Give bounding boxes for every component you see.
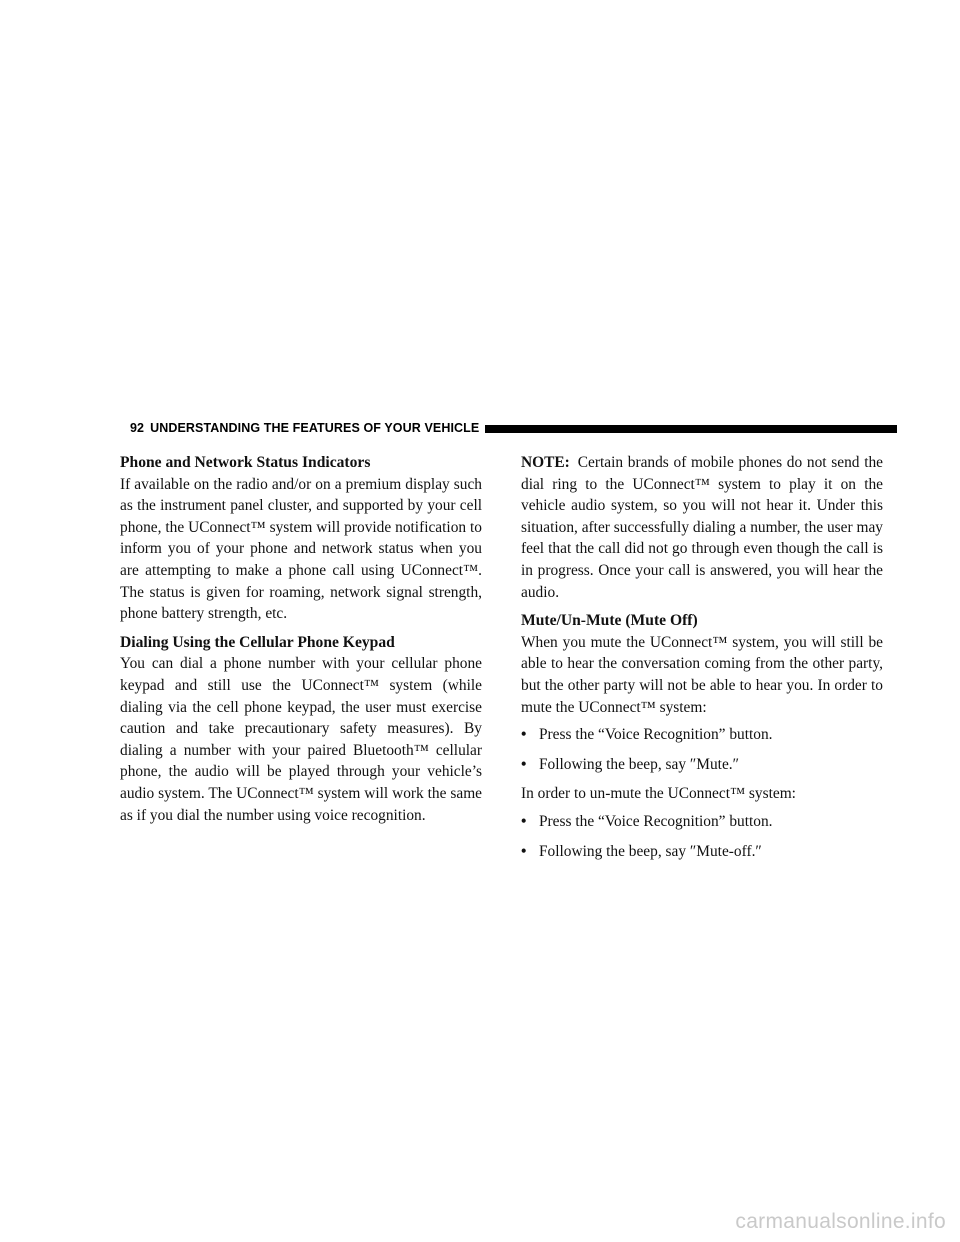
list-item [521, 841, 883, 863]
heading-dialing-keypad: Dialing Using the Cellular Phone Keypad [120, 633, 395, 651]
unmute-step-2: Following the beep, say ″Mute-off.″ [539, 842, 762, 860]
list-item [521, 811, 883, 833]
paragraph-dialing-keypad: You can dial a phone number with your cellular phone keypad and still use the UConnect™ system (while dialing via the cell phone keypad, the user must exercise caution and take precautionary safety measures). By dialing a number with your paired Bluetooth™ cellular phone, the audio will be played through your vehicle’s audio system. The UConnect™ system will work the same as if you dial the number using voice recognition. [120, 655, 482, 824]
bullet-icon: • [521, 726, 527, 744]
note-label: NOTE: [521, 454, 570, 471]
heading-mute: Mute/Un-Mute (Mute Off) [521, 612, 698, 630]
note-text: Certain brands of mobile phones do not send the dial ring to the UConnect™ system to play it on the vehicle audio system, so you will not hear it. Under this situation, after successfully dialing a number, the user may feel that the call did not go through even though the call is in progress. Once your call is answered, you will hear the audio. [521, 454, 883, 601]
page-header [130, 417, 897, 439]
bullet-icon: • [521, 812, 527, 830]
paragraph-mute: When you mute the UConnect™ system, you will still be able to hear the conversation coming from the other party, but the other party will not be able to hear you. In order to mute the UConnect™ system: [521, 633, 883, 716]
list-item [521, 724, 883, 746]
bullet-icon: • [521, 842, 527, 860]
left-column [120, 452, 482, 826]
header-rule [485, 425, 897, 433]
mute-step-1: Press the “Voice Recognition” button. [539, 726, 773, 744]
paragraph-unmute-intro: In order to un-mute the UConnect™ system: [521, 785, 796, 803]
mute-step-2: Following the beep, say ″Mute.″ [539, 755, 740, 773]
unmute-step-1: Press the “Voice Recognition” button. [539, 812, 773, 830]
mute-steps-list [521, 724, 883, 775]
unmute-steps-list [521, 811, 883, 862]
section-title: UNDERSTANDING THE FEATURES OF YOUR VEHICLE [150, 421, 480, 435]
paragraph-status-indicators: If available on the radio and/or on a premium display such as the instrument panel cluster, and supported by your cell phone, the UConnect™ system will provide notification to inform you of your phone and network status when you are attempting to make a phone call using UConnect™. The status is given for roaming, network signal strength, phone battery strength, etc. [120, 475, 482, 623]
right-column [521, 452, 883, 870]
bullet-icon: • [521, 755, 527, 773]
heading-status-indicators: Phone and Network Status Indicators [120, 454, 371, 471]
list-item [521, 754, 883, 776]
watermark-text: carmanualsonline.info [735, 1210, 946, 1233]
page-number: 92 [130, 421, 145, 435]
note-block [521, 452, 883, 603]
